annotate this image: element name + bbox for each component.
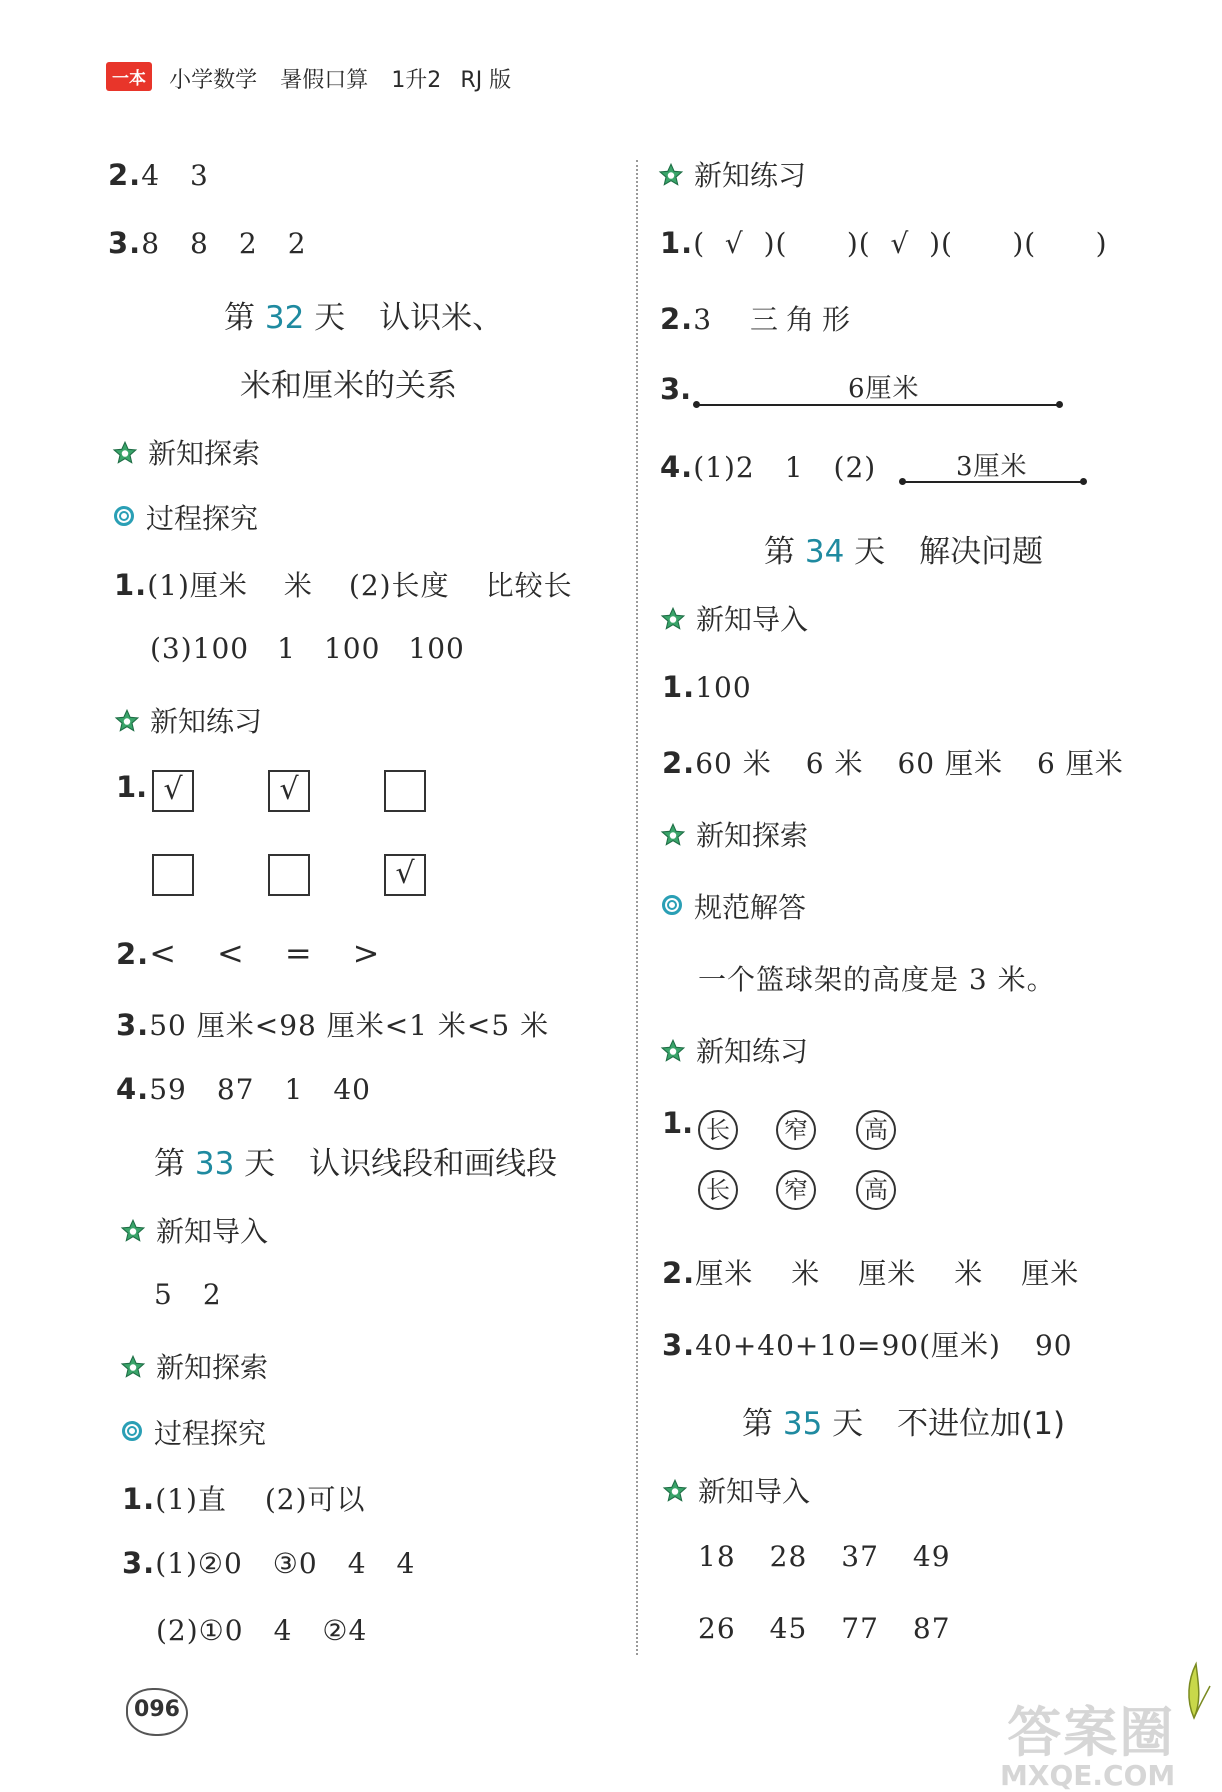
logo: 一本 (106, 62, 152, 91)
subsection-heading: 规范解答 (662, 886, 806, 926)
answer-3: 3.8 8 2 2 (108, 226, 307, 260)
segment-endpoint (1056, 401, 1063, 408)
leaf-icon (1176, 1660, 1212, 1720)
section-heading: 新知导入 (660, 598, 808, 638)
segment-label: 3厘米 (956, 452, 1028, 482)
star-icon (658, 162, 684, 188)
exercise-4: 4.59 87 1 40 (116, 1072, 371, 1106)
subsection-heading: 过程探究 (122, 1412, 266, 1452)
ring-icon (114, 506, 134, 526)
practice-4: 4.(1)2 1 (2) (660, 450, 877, 484)
exercise-3: 3.40+40+10=90(厘米) 90 (662, 1328, 1073, 1362)
practice-1: 1.( √ )( )( √ )( )( ) (660, 226, 1108, 260)
intro-1: 1.100 (662, 670, 752, 704)
section-heading: 新知练习 (660, 1030, 808, 1070)
process-q3-line2: (2)①0 4 ②4 (156, 1614, 368, 1647)
section-heading: 新知探索 (120, 1346, 268, 1386)
circled-char: 高 (856, 1170, 896, 1210)
check-box (152, 854, 194, 896)
header-book: 暑假口算 (280, 68, 369, 93)
circled-char: 窄 (776, 1170, 816, 1210)
section-heading: 新知探索 (112, 432, 260, 472)
intro-answer: 5 2 (154, 1278, 222, 1311)
section-heading: 新知练习 (658, 154, 806, 194)
circled-char: 长 (698, 1110, 738, 1150)
header-subject: 小学数学 (169, 68, 258, 93)
intro-row: 18 28 37 49 (698, 1540, 951, 1573)
day-32-title-line2: 米和厘米的关系 (240, 368, 457, 404)
watermark-text: 答案圈 (1007, 1701, 1176, 1764)
day-33-title: 第 33 天 认识线段和画线段 (154, 1146, 558, 1182)
circled-char: 窄 (776, 1110, 816, 1150)
check-box: √ (268, 770, 310, 812)
watermark-site: MXQE.COM (1000, 1759, 1176, 1792)
practice-3-number: 3. (660, 372, 692, 406)
star-icon (660, 1038, 686, 1064)
answer-2: 2.4 3 (108, 158, 209, 192)
exercise-1-number: 1. (116, 770, 148, 804)
star-icon (660, 822, 686, 848)
section-heading: 新知练习 (114, 700, 262, 740)
intro-row: 26 45 77 87 (698, 1612, 951, 1645)
segment-endpoint (1080, 478, 1087, 485)
practice-2: 2.3 三角形 (660, 302, 859, 336)
segment-label: 6厘米 (848, 374, 920, 404)
exercise-1-number: 1. (662, 1106, 694, 1140)
header-edition: RJ 版 (460, 68, 512, 93)
process-1-line2: (3)100 1 100 100 (150, 632, 465, 665)
standard-answer: 一个篮球架的高度是 3 米。 (698, 963, 1056, 996)
day-34-title: 第 34 天 解决问题 (764, 534, 1044, 570)
day-35-title: 第 35 天 不进位加(1) (742, 1406, 1066, 1442)
ring-icon (662, 895, 682, 915)
star-icon (112, 440, 138, 466)
section-heading: 新知导入 (120, 1210, 268, 1250)
exercise-3: 3.50 厘米<98 厘米<1 米<5 米 (116, 1008, 550, 1042)
star-icon (120, 1218, 146, 1244)
exercise-2: 2.< < = > (116, 934, 381, 972)
check-box (384, 770, 426, 812)
day-32-title: 第 32 天 认识米、 (224, 300, 504, 336)
segment-endpoint (693, 401, 700, 408)
column-divider (636, 160, 638, 1655)
section-heading: 新知导入 (662, 1470, 810, 1510)
intro-2: 2.60 米 6 米 60 厘米 6 厘米 (662, 746, 1124, 780)
star-icon (662, 1478, 688, 1504)
exercise-2: 2.厘米 米 厘米 米 厘米 (662, 1256, 1080, 1290)
star-icon (660, 606, 686, 632)
ring-icon (122, 1421, 142, 1441)
circled-char: 高 (856, 1110, 896, 1150)
check-box (268, 854, 310, 896)
page-number: 096 (126, 1688, 188, 1736)
section-heading: 新知探索 (660, 814, 808, 854)
star-icon (114, 708, 140, 734)
subsection-heading: 过程探究 (114, 497, 258, 537)
process-1: 1.(1)厘米 米 (2)长度 比较长 (114, 568, 573, 602)
check-box: √ (152, 770, 194, 812)
watermark (1000, 1690, 1175, 1792)
circled-char: 长 (698, 1170, 738, 1210)
line-segment (696, 404, 1060, 406)
process-q3: 3.(1)②0 ③0 4 4 (122, 1546, 416, 1580)
check-box: √ (384, 854, 426, 896)
segment-endpoint (899, 478, 906, 485)
star-icon (120, 1354, 146, 1380)
header (106, 62, 511, 96)
header-grade: 1升2 (391, 68, 442, 93)
process-q1: 1.(1)直 (2)可以 (122, 1482, 366, 1516)
line-segment (902, 481, 1084, 483)
